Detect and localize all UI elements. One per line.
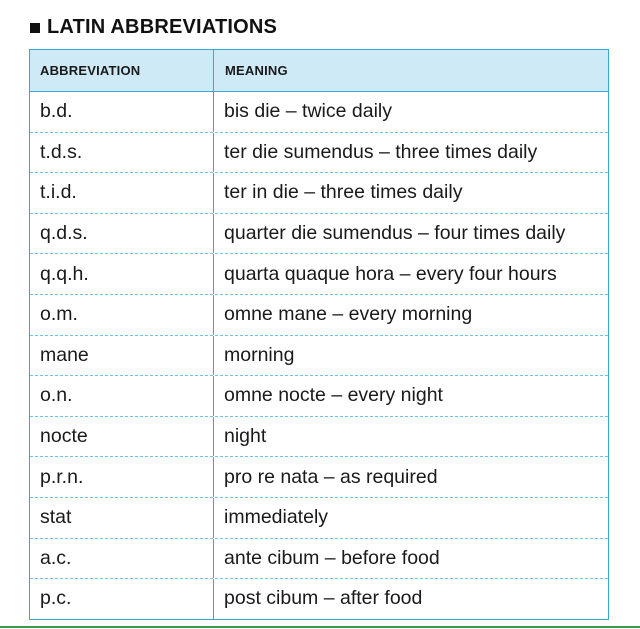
abbreviation-cell: o.m. bbox=[30, 295, 214, 335]
abbreviations-table bbox=[29, 49, 609, 620]
page-bottom-rule bbox=[0, 626, 640, 628]
table-row bbox=[30, 173, 608, 214]
table-row bbox=[30, 254, 608, 295]
meaning-cell: morning bbox=[224, 343, 295, 366]
table-row bbox=[30, 498, 608, 539]
abbreviation-cell: t.i.d. bbox=[30, 173, 214, 213]
table-row bbox=[30, 457, 608, 498]
meaning-cell: immediately bbox=[224, 506, 329, 529]
section-heading bbox=[30, 14, 277, 40]
table-row bbox=[30, 579, 608, 619]
meaning-cell: omne nocte – every night bbox=[224, 384, 443, 407]
table-row bbox=[30, 376, 608, 417]
abbreviation-cell: q.q.h. bbox=[30, 254, 214, 294]
abbreviation-cell: q.d.s. bbox=[30, 214, 214, 254]
meaning-cell: ante cibum – before food bbox=[224, 546, 440, 569]
meaning-cell: quarter die sumendus – four times daily bbox=[224, 222, 566, 245]
table-row bbox=[30, 417, 608, 458]
table-row bbox=[30, 336, 608, 377]
table-row bbox=[30, 295, 608, 336]
abbreviation-cell: stat bbox=[30, 498, 214, 538]
abbreviation-cell: p.r.n. bbox=[30, 457, 214, 497]
table-body bbox=[30, 92, 608, 619]
meaning-cell: omne mane – every morning bbox=[224, 303, 473, 326]
abbreviation-cell: mane bbox=[30, 336, 214, 376]
meaning-cell: ter in die – three times daily bbox=[224, 181, 463, 204]
table-row bbox=[30, 214, 608, 255]
abbreviation-cell: nocte bbox=[30, 417, 214, 457]
meaning-cell: pro re nata – as required bbox=[224, 465, 438, 488]
column-header-meaning: MEANING bbox=[225, 63, 288, 78]
table-row bbox=[30, 133, 608, 174]
abbreviation-cell: a.c. bbox=[30, 539, 214, 579]
column-header-abbreviation: ABBREVIATION bbox=[30, 50, 214, 91]
square-bullet-icon bbox=[30, 23, 40, 33]
abbreviation-cell: t.d.s. bbox=[30, 133, 214, 173]
section-title: LATIN ABBREVIATIONS bbox=[47, 15, 278, 38]
abbreviation-cell: o.n. bbox=[30, 376, 214, 416]
table-header bbox=[30, 50, 608, 92]
meaning-cell: night bbox=[224, 425, 267, 448]
table-row bbox=[30, 92, 608, 133]
table-row bbox=[30, 539, 608, 580]
meaning-cell: ter die sumendus – three times daily bbox=[224, 140, 538, 163]
abbreviation-cell: b.d. bbox=[30, 92, 214, 132]
abbreviation-cell: p.c. bbox=[30, 579, 214, 619]
meaning-cell: quarta quaque hora – every four hours bbox=[224, 262, 557, 285]
meaning-cell: bis die – twice daily bbox=[224, 100, 392, 123]
meaning-cell: post cibum – after food bbox=[224, 587, 423, 610]
